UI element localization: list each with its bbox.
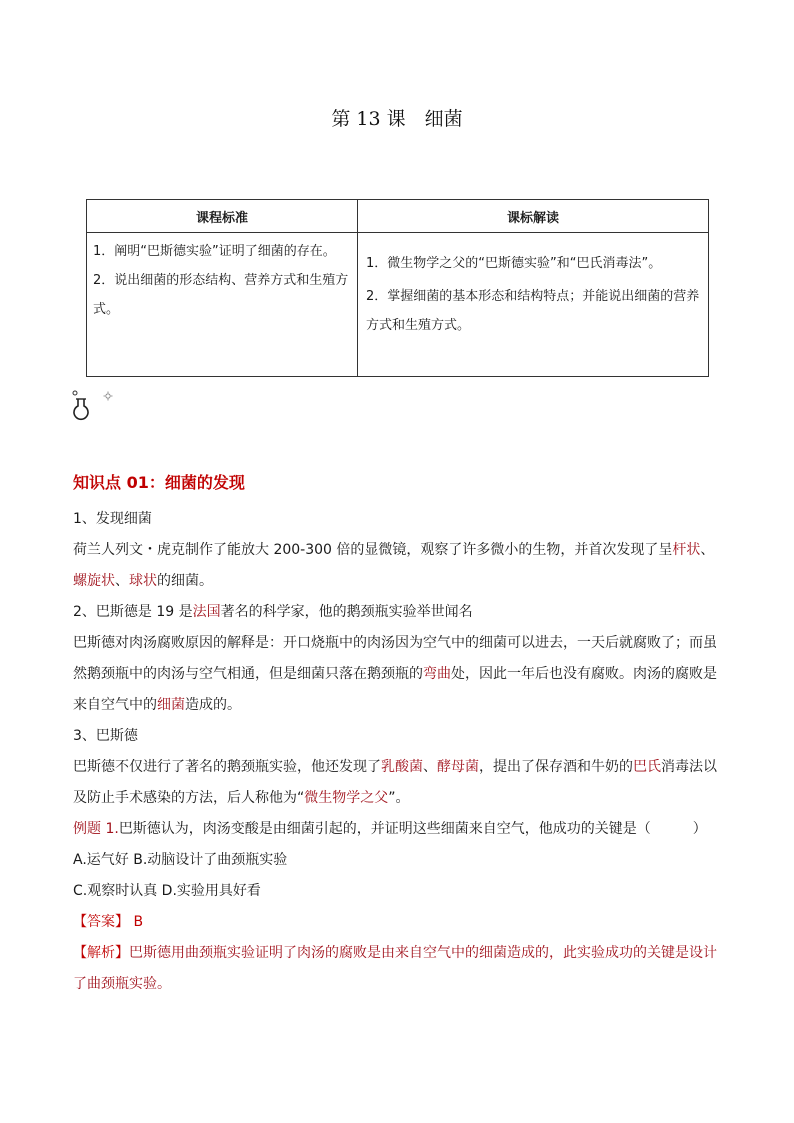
text-run: 、	[700, 542, 715, 558]
highlight-text: 球状	[129, 573, 157, 589]
paragraph	[73, 535, 725, 597]
text-run: 荷兰人列文・虎克制作了能放大 200-300 倍的显微镜，观察了许多微小的生物，并首次发现了呈	[73, 542, 673, 558]
options-line: A.运气好 B.动脑设计了曲颈瓶实验	[73, 852, 288, 868]
table-header-interpretation: 课标解读	[358, 200, 709, 233]
text-run: 、	[423, 759, 437, 775]
highlight-text: 弯曲	[423, 666, 451, 682]
highlight-text: 微生物学之父	[304, 790, 389, 806]
table-cell-standard	[87, 233, 358, 377]
text-run: 巴斯德不仅进行了著名的鹅颈瓶实验，他还发现了	[73, 759, 381, 775]
analysis-line	[73, 938, 725, 1000]
analysis-text: 巴斯德用曲颈瓶实验证明了肉汤的腐败是由来自空气中的细菌造成的，此实验成功的关键是设计了曲颈瓶实验。	[73, 945, 717, 992]
text-run: 著名的科学家，他的鹅颈瓶实验举世闻名	[220, 604, 473, 620]
table-cell-interpretation	[358, 233, 709, 377]
options-line: C.观察时认真 D.实验用具好看	[73, 883, 261, 899]
paragraph	[73, 752, 725, 814]
highlight-text: 螺旋状	[73, 573, 115, 589]
highlight-text: 细菌	[157, 697, 185, 713]
section-title: 3、巴斯德	[73, 728, 138, 744]
answer-label: 【答案】	[73, 914, 129, 930]
question-text: 巴斯德认为，肉汤变酸是由细菌引起的，并证明这些细菌来自空气，他成功的关键是（ ）	[118, 821, 707, 837]
text-run: 的细菌。	[157, 573, 213, 589]
highlight-text: 酵母菌	[437, 759, 479, 775]
table-header-standard: 课程标准	[87, 200, 358, 233]
text-run: 2、巴斯德是 19 是	[73, 604, 193, 620]
highlight-text: 法国	[192, 604, 221, 620]
answer-value: B	[133, 914, 144, 930]
text-run: 、	[115, 573, 129, 589]
flask-icon	[68, 390, 118, 430]
text-run: ”。	[388, 790, 410, 806]
text-run: 造成的。	[185, 697, 241, 713]
standard-line: 1．阐明“巴斯德实验”证明了细菌的存在。	[93, 244, 336, 259]
highlight-text: 杆状	[672, 542, 701, 558]
curriculum-standards-table	[86, 199, 709, 377]
text-run: 处，因此一年后也没有腐败。肉汤的腐败是来自空气中的	[73, 666, 717, 713]
page-title: 第 13 课 细菌	[331, 108, 463, 130]
example-label: 例题 1.	[73, 821, 119, 837]
answer-line	[73, 907, 725, 938]
text-run: 消毒法以及防止手术感染的方法，后人称他为“	[73, 759, 717, 806]
knowledge-point-heading: 知识点 01：细菌的发现	[73, 473, 245, 492]
interpretation-line: 1．微生物学之父的“巴斯德实验”和“巴氏消毒法”。	[366, 256, 662, 271]
paragraph	[73, 628, 725, 721]
highlight-text: 乳酸菌	[381, 759, 423, 775]
highlight-text: 巴氏	[633, 759, 661, 775]
standard-line: 2．说出细菌的形态结构、营养方式和生殖方式。	[93, 273, 349, 317]
knowledge-point-body	[73, 504, 725, 1000]
example-question	[73, 814, 725, 845]
text-run: ，提出了保存酒和牛奶的	[479, 759, 633, 775]
analysis-label: 【解析】	[73, 945, 129, 961]
section-title: 1、发现细菌	[73, 511, 152, 527]
section-title	[73, 597, 725, 628]
text-run: 巴斯德对肉汤腐败原因的解释是：开口烧瓶中的肉汤因为空气中的细菌可以进去，一天后就腐败了；而虽然鹅颈瓶中的肉汤与空气相通，但是细菌只落在鹅颈瓶的	[73, 635, 717, 682]
interpretation-line: 2．掌握细菌的基本形态和结构特点；并能说出细菌的营养方式和生殖方式。	[366, 289, 700, 333]
